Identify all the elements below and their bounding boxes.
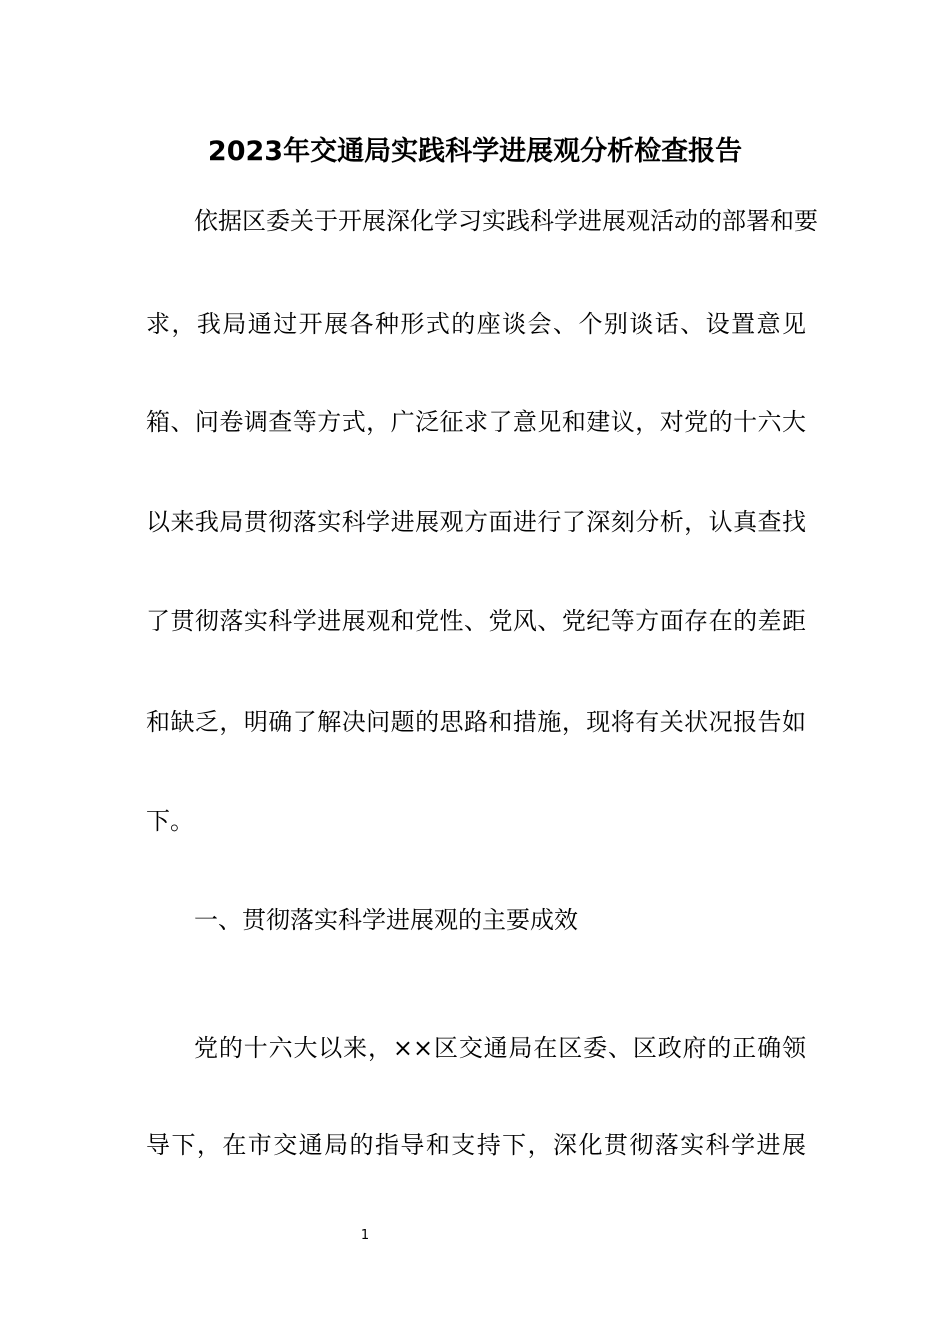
page-number: 1 bbox=[360, 1228, 370, 1243]
paragraph-line: 下。 bbox=[146, 807, 194, 835]
paragraph-line: 求，我局通过开展各种形式的座谈会、个别谈话、设置意见 bbox=[146, 310, 806, 338]
document-title: 2023年交通局实践科学进展观分析检查报告 bbox=[207, 136, 743, 167]
paragraph-line: 和缺乏，明确了解决问题的思路和措施，现将有关状况报告如 bbox=[146, 708, 806, 736]
paragraph-line: 导下，在市交通局的指导和支持下，深化贯彻落实科学进展 bbox=[146, 1131, 806, 1159]
paragraph-line: 党的十六大以来，××区交通局在区委、区政府的正确领 bbox=[194, 1034, 806, 1062]
paragraph-line: 了贯彻落实科学进展观和党性、党风、党纪等方面存在的差距 bbox=[146, 607, 806, 635]
paragraph-line: 以来我局贯彻落实科学进展观方面进行了深刻分析，认真查找 bbox=[146, 508, 806, 536]
section-heading: 一、贯彻落实科学进展观的主要成效 bbox=[194, 906, 578, 934]
paragraph-line: 箱、问卷调查等方式，广泛征求了意见和建议，对党的十六大 bbox=[146, 408, 806, 436]
paragraph-line: 依据区委关于开展深化学习实践科学进展观活动的部署和要 bbox=[194, 207, 818, 235]
